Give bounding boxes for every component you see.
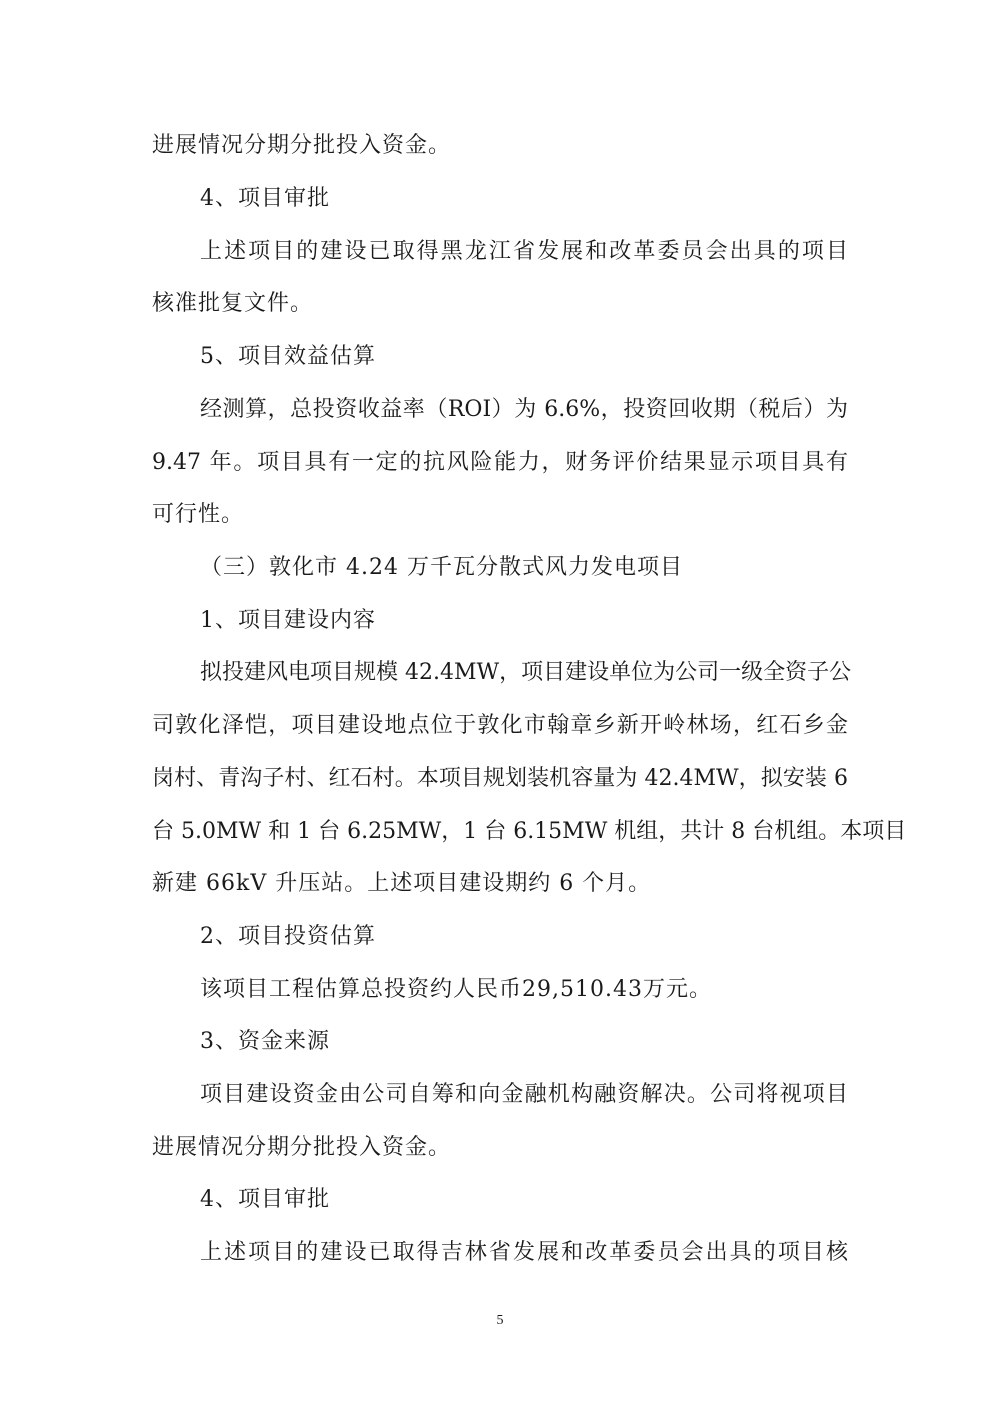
paragraph-line: 该项目工程估算总投资约人民币29,510.43万元。: [200, 977, 712, 1002]
paragraph-line: 司敦化泽恺，项目建设地点位于敦化市翰章乡新开岭林场，红石乡金: [152, 713, 848, 738]
paragraph-line: 新建 66kV 升压站。上述项目建设期约 6 个月。: [152, 871, 652, 896]
section-heading: 1、项目建设内容: [200, 608, 376, 633]
section-heading: 5、项目效益估算: [200, 344, 376, 369]
paragraph-line: 核准批复文件。: [152, 291, 314, 316]
paragraph-line: 上述项目的建设已取得黑龙江省发展和改革委员会出具的项目: [200, 239, 848, 264]
paragraph-line: 台 5.0MW 和 1 台 6.25MW，1 台 6.15MW 机组，共计 8 台机组。本项目: [152, 819, 907, 844]
section-heading: 4、项目审批: [200, 186, 330, 211]
paragraph-line: 上述项目的建设已取得吉林省发展和改革委员会出具的项目核: [200, 1240, 848, 1265]
paragraph-line: 进展情况分期分批投入资金。: [152, 1135, 452, 1160]
project-heading: （三）敦化市 4.24 万千瓦分散式风力发电项目: [200, 555, 683, 580]
paragraph-line: 项目建设资金由公司自筹和向金融机构融资解决。公司将视项目: [200, 1082, 848, 1107]
paragraph-line: 可行性。: [152, 502, 245, 527]
paragraph-line: 9.47 年。项目具有一定的抗风险能力，财务评价结果显示项目具有: [152, 450, 848, 475]
paragraph-line: 岗村、青沟子村、红石村。本项目规划装机容量为 42.4MW，拟安装 6: [152, 766, 848, 791]
page-number: 5: [496, 1313, 504, 1328]
paragraph-line: 拟投建风电项目规模 42.4MW，项目建设单位为公司一级全资子公: [200, 660, 852, 685]
paragraph-line: 经测算，总投资收益率（ROI）为 6.6%，投资回收期（税后）为: [200, 397, 848, 422]
section-heading: 3、资金来源: [200, 1029, 330, 1054]
section-heading: 4、项目审批: [200, 1187, 330, 1212]
paragraph-line: 进展情况分期分批投入资金。: [152, 133, 452, 158]
section-heading: 2、项目投资估算: [200, 924, 376, 949]
